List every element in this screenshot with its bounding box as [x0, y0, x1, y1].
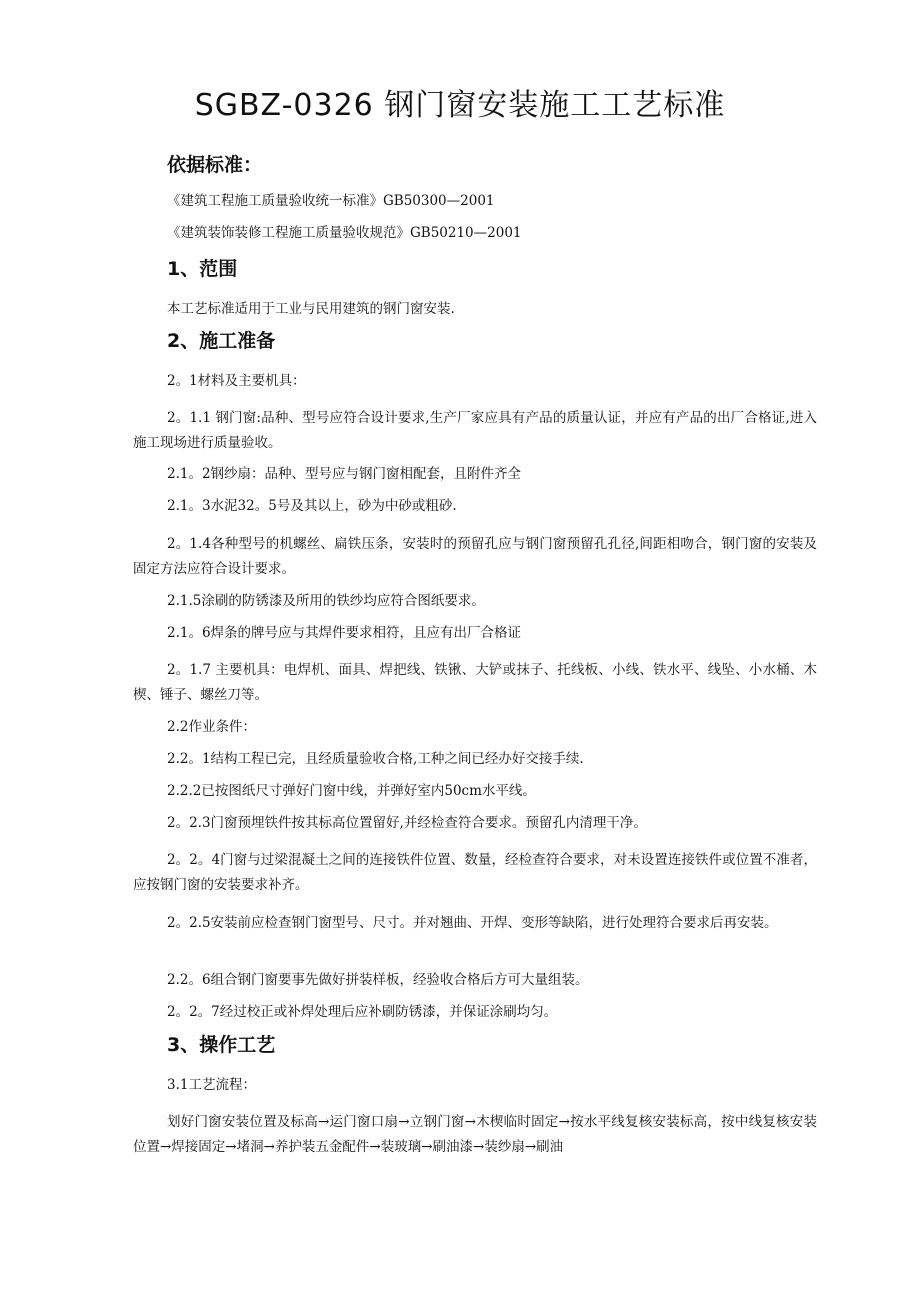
basis-ref-1: 《建筑工程施工质量验收统一标准》GB50300—2001	[167, 193, 495, 209]
para-2-1-5: 2.1.5涂刷的防锈漆及所用的铁纱均应符合图纸要求。	[167, 593, 485, 609]
para-3-1: 3.1工艺流程：	[167, 1077, 256, 1093]
para-2-1-3: 2.1。3水泥32。5号及其以上，砂为中砂或粗砂.	[167, 498, 457, 514]
section-3-heading: 3、操作工艺	[167, 1034, 276, 1056]
para-2-1: 2。1材料及主要机具：	[167, 373, 306, 389]
para-2-2-1: 2.2。1结构工程已完，且经质量验收合格,工种之间已经办好交接手续.	[167, 751, 584, 767]
section-1-heading: 1、范围	[167, 258, 238, 280]
para-2-2-2: 2.2.2已按图纸尺寸弹好门窗中线，并弹好室内50cm水平线。	[167, 783, 536, 799]
para-2-1-4: 2。1.4各种型号的机螺丝、扁铁压条，安装时的预留孔应与钢门窗预留孔孔径,间距相吻合，钢门窗的安装及固定方法应符合设计要求。	[133, 536, 817, 577]
section-1-text: 本工艺标准适用于工业与民用建筑的钢门窗安装.	[167, 301, 455, 317]
para-2-1-7: 2。1.7 主要机具：电焊机、面具、焊把线、铁锹、大铲或抹子、托线板、小线、铁水平、线坠、小水桶、木楔、锤子、螺丝刀等。	[133, 662, 817, 703]
para-2-2-3: 2。2.3门窗预埋铁件按其标高位置留好,并经检查符合要求。预留孔内清理干净。	[167, 815, 647, 831]
para-2-1-6: 2.1。6焊条的牌号应与其焊件要求相符，且应有出厂合格证	[167, 625, 522, 641]
basis-heading: 依据标准：	[167, 154, 263, 176]
para-2-2-6: 2.2。6组合钢门窗要事先做好拼装样板，经验收合格后方可大量组装。	[167, 972, 589, 988]
para-2-2-7: 2。2。7经过校正或补焊处理后应补刷防锈漆，并保证涂刷均匀。	[167, 1004, 558, 1020]
para-2-2: 2.2作业条件：	[167, 719, 256, 735]
para-2-1-2: 2.1。2钢纱扇：品种、型号应与钢门窗相配套，且附件齐全	[167, 466, 522, 482]
basis-ref-2: 《建筑装饰装修工程施工质量验收规范》GB50210—2001	[167, 225, 522, 241]
section-2-heading: 2、施工准备	[167, 330, 276, 352]
para-2-2-4: 2。2。4门窗与过梁混凝土之间的连接铁件位置、数量，经检查符合要求，对未设置连接铁件或位置不准者，应按钢门窗的安装要求补齐。	[133, 852, 817, 893]
document-title: SGBZ-0326 钢门窗安装施工工艺标准	[194, 88, 726, 123]
process-flow: 划好门窗安装位置及标高→运门窗口扇→立钢门窗→木楔临时固定→按水平线复核安装标高，按中线复核安装位置→焊接固定→堵洞→养护装五金配件→装玻璃→刷油漆→装纱扇→刷油	[133, 1114, 817, 1155]
para-2-1-1: 2。1.1 钢门窗:品种、型号应符合设计要求,生产厂家应具有产品的质量认证，并应有产品的出厂合格证,进入施工现场进行质量验收。	[133, 410, 817, 451]
para-2-2-5: 2。2.5安装前应检查钢门窗型号、尺寸。并对翘曲、开焊、变形等缺陷，进行处理符合要求后再安装。	[167, 915, 778, 931]
